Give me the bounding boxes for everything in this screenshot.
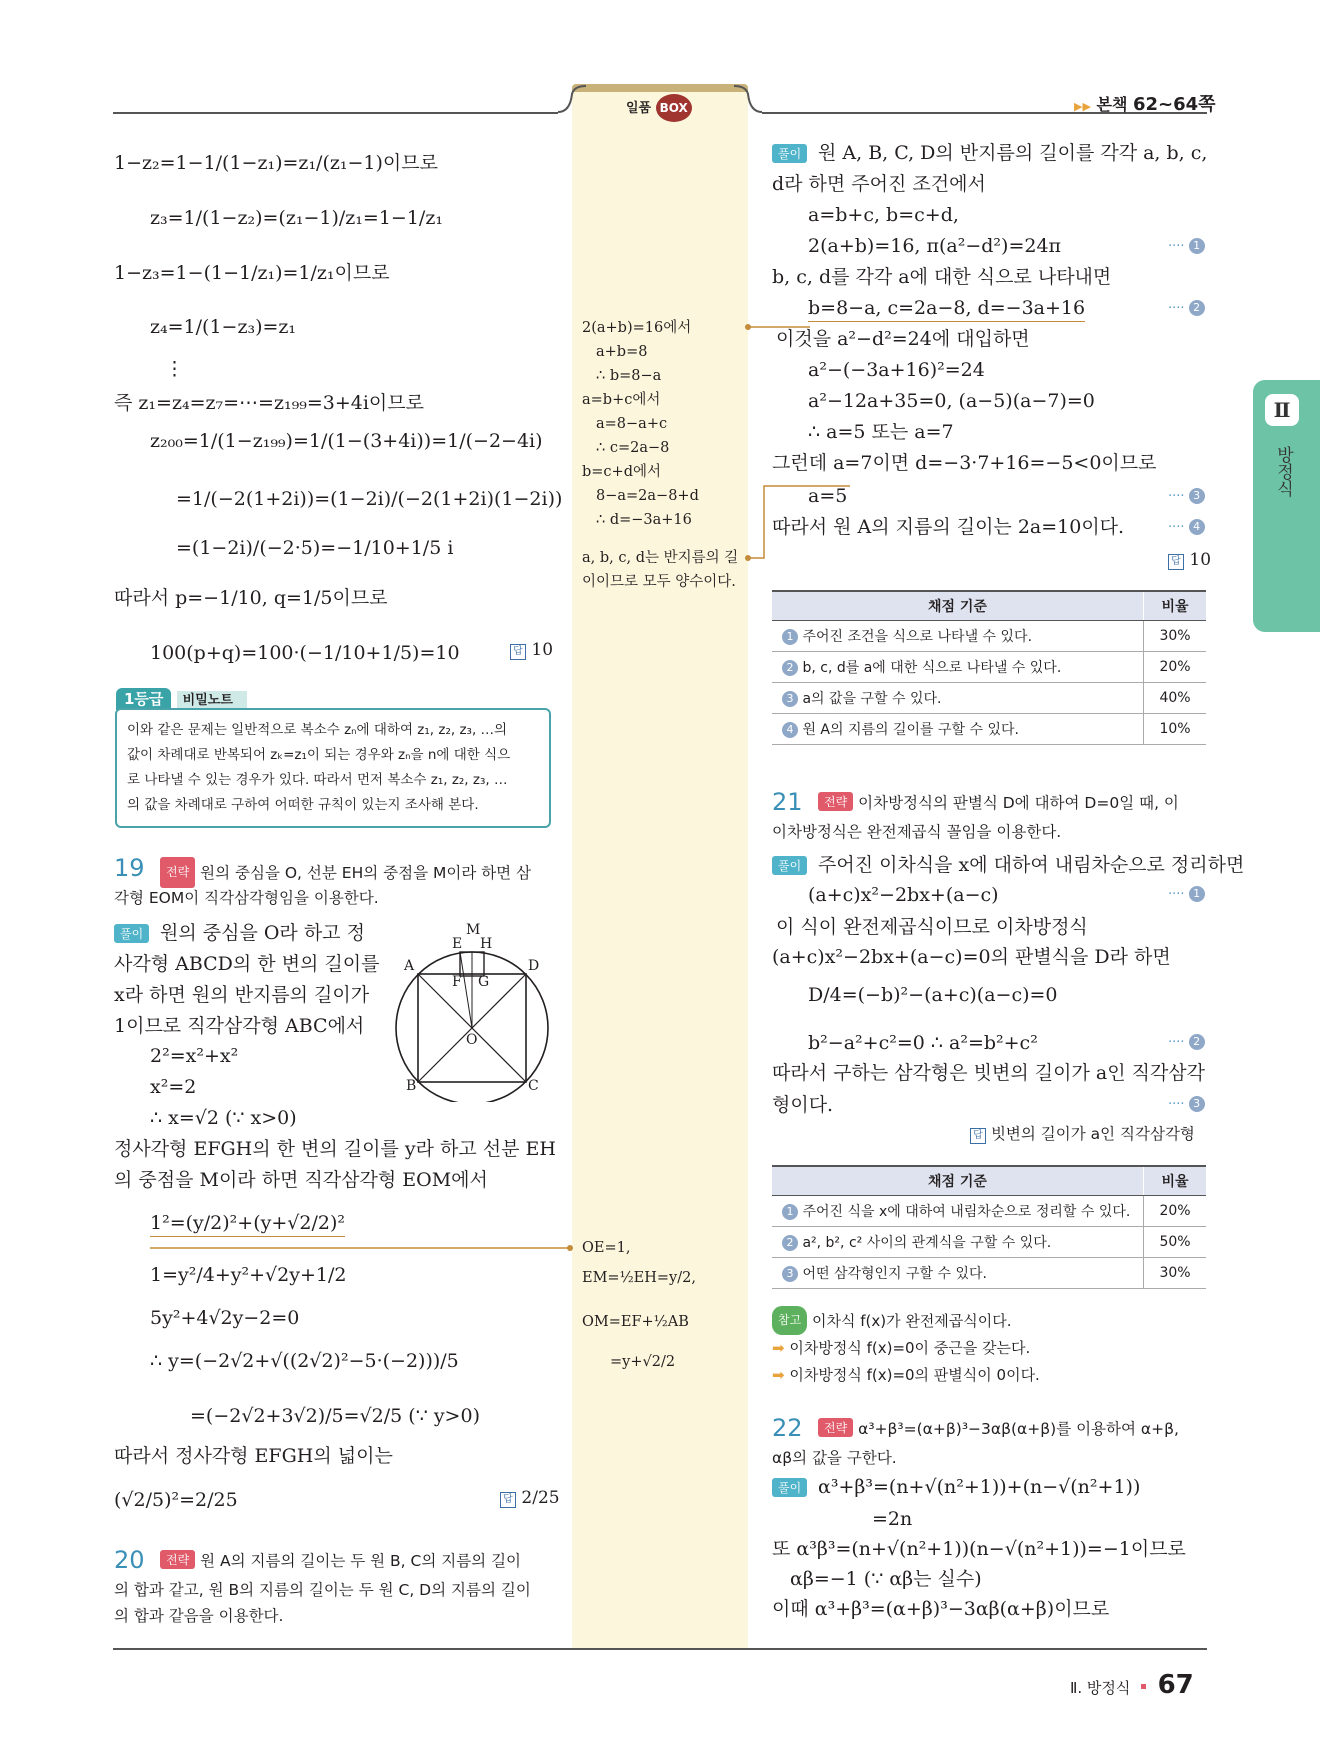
math-line: a=b+c, b=c+d, — [808, 204, 959, 226]
answer-icon: 답 — [1168, 554, 1184, 570]
math-line: 이것을 a²−d²=24에 대입하면 — [776, 328, 1030, 350]
p22-strategy-line-1: α³+β³=(α+β)³−3αβ(α+β)를 이용하여 α+β, — [858, 1420, 1179, 1438]
answer-18 — [510, 640, 553, 660]
reference-block — [772, 1306, 1040, 1389]
svg-text:G: G — [478, 974, 490, 990]
circled-number-icon: 3 — [782, 691, 798, 707]
grade-ratio: 10% — [1144, 714, 1207, 745]
answer-19 — [500, 1488, 560, 1508]
p19-strategy-line-1: 원의 중심을 O, 선분 EH의 중점을 M이라 하면 삼 — [200, 864, 532, 882]
math-line: 1−z₂=1−1/(1−z₁)=z₁/(z₁−1)이므로 — [114, 152, 438, 174]
middle-note-line: ∴ b=8−a — [596, 368, 662, 384]
middle-note-line: OE=1, — [582, 1240, 631, 1256]
svg-text:B: B — [406, 1078, 417, 1094]
middle-note-line: a=8−a+c — [596, 416, 668, 432]
svg-text:F: F — [452, 974, 462, 990]
middle-note-line: ∴ c=2a−8 — [596, 440, 670, 456]
page-reference — [1074, 90, 1216, 116]
grade-row — [772, 714, 1206, 745]
math-line: =2n — [872, 1508, 913, 1530]
note-line: 의 값을 차례대로 구하여 어떠한 규칙이 있는지 조사해 본다. — [127, 797, 479, 813]
problem-19-number: 19 — [114, 854, 145, 882]
problem-22-number: 22 — [772, 1414, 803, 1442]
solution-tag: 풀이 — [114, 924, 149, 943]
math-line: ∴ a=5 또는 a=7 — [808, 421, 954, 443]
note-line: 값이 차례대로 반복되어 zₖ=z₁이 되는 경우와 zₙ을 n에 대한 식으 — [127, 747, 511, 763]
grade-header-ratio: 비율 — [1144, 1166, 1207, 1196]
problem-22-strategy — [818, 1417, 1179, 1439]
math-line: 주어진 이차식을 x에 대하여 내림차순으로 정리하면 — [818, 854, 1245, 876]
box-label — [626, 94, 692, 122]
math-line: 1이므로 직각삼각형 ABC에서 — [114, 1015, 365, 1037]
circled-number-icon: 2 — [782, 1235, 798, 1251]
answer-20-value: 10 — [1189, 550, 1212, 570]
middle-note-line: ∴ d=−3a+16 — [596, 512, 692, 528]
grade-criteria — [772, 1258, 1144, 1289]
middle-note-line: b=c+d에서 — [582, 464, 661, 480]
reference-line-3: 이차방정식 f(x)=0의 판별식이 0이다. — [789, 1366, 1040, 1384]
math-line: 2²=x²+x² — [150, 1045, 239, 1067]
math-line: b, c, d를 각각 a에 대한 식으로 나타내면 — [772, 266, 1112, 288]
math-line: 형이다. — [772, 1094, 834, 1116]
problem-21-number: 21 — [772, 788, 803, 816]
math-line: (√2/5)²=2/25 — [114, 1489, 238, 1511]
circled-number-icon: 3 — [782, 1266, 798, 1282]
circled-number-icon: 1 — [782, 1204, 798, 1220]
footer — [1070, 1670, 1194, 1700]
math-line: z₄=1/(1−z₃)=z₁ — [150, 316, 297, 338]
note-badge-grade: 1등급 — [116, 688, 171, 710]
middle-connector-lines — [740, 300, 860, 1270]
box-badge: BOX — [656, 94, 692, 122]
criteria-marker-1: ···· 1 — [1168, 886, 1205, 902]
circled-number-icon: 1 — [1189, 238, 1205, 254]
circled-number-icon: 2 — [782, 660, 798, 676]
answer-21 — [970, 1122, 1195, 1144]
math-line: 따라서 원 A의 지름의 길이는 2a=10이다. — [772, 516, 1125, 538]
grade-row — [772, 1227, 1206, 1258]
svg-text:E: E — [452, 936, 463, 952]
p20-strategy-line-2: 의 합과 같고, 원 B의 지름의 길이는 두 원 C, D의 지름의 길이 — [114, 1581, 531, 1599]
math-line: a=5 — [808, 485, 848, 507]
p21-strategy-line-1: 이차방정식의 판별식 D에 대하여 D=0일 때, 이 — [858, 794, 1179, 812]
math-line: αβ=−1 (∵ αβ는 실수) — [790, 1568, 982, 1590]
p22-strategy-line-2: αβ의 값을 구한다. — [772, 1449, 897, 1467]
grade-criteria — [772, 1196, 1144, 1227]
math-line: x라 하면 원의 반지름의 길이가 — [114, 984, 370, 1006]
math-line: 1−z₃=1−(1−1/z₁)=1/z₁이므로 — [114, 262, 390, 284]
answer-icon: 답 — [500, 1492, 516, 1508]
side-tab-numeral: Ⅱ — [1265, 394, 1299, 426]
p20-strategy-line-3: 의 합과 같음을 이용한다. — [114, 1607, 284, 1625]
math-line: 따라서 정사각형 EFGH의 넓이는 — [114, 1445, 393, 1467]
grade-header-ratio: 비율 — [1144, 591, 1207, 621]
math-line: 의 중점을 M이라 하면 직각삼각형 EOM에서 — [114, 1169, 488, 1191]
math-line: z₂₀₀=1/(1−z₁₉₉)=1/(1−(3+4i))=1/(−2−4i) — [150, 430, 543, 452]
middle-note-line: 2(a+b)=16에서 — [582, 320, 692, 336]
math-line: z₃=1/(1−z₂)=(z₁−1)/z₁=1−1/z₁ — [150, 207, 443, 229]
circled-number-icon: 4 — [782, 722, 798, 738]
strategy-tag: 전략 — [818, 1418, 853, 1437]
reference-tag: 참고 — [772, 1306, 807, 1335]
middle-note-line: 이이므로 모두 양수이다. — [582, 574, 736, 590]
footer-page-number: 67 — [1157, 1670, 1194, 1700]
p19-strategy-line-2: 각형 EOM이 직각삼각형임을 이용한다. — [114, 889, 379, 907]
math-line: α³+β³=(n+√(n²+1))+(n−√(n²+1)) — [818, 1476, 1141, 1498]
grade-row — [772, 1196, 1206, 1227]
math-line: ∴ y=(−2√2+√((2√2)²−5·(−2)))/5 — [150, 1350, 459, 1372]
math-line: d라 하면 주어진 조건에서 — [772, 173, 986, 195]
side-tab-label: 방정식 — [1273, 446, 1293, 497]
problem-19-strategy — [160, 857, 531, 888]
footer-dot — [1141, 1684, 1146, 1689]
math-line: 원의 중심을 O라 하고 정 — [160, 922, 365, 944]
svg-text:D: D — [528, 958, 540, 974]
grade-row — [772, 652, 1206, 683]
math-line: 이 식이 완전제곱식이므로 이차방정식 — [776, 916, 1088, 938]
arrow-icon: ➡ — [772, 1366, 785, 1384]
grade-criteria-text: a의 값을 구할 수 있다. — [802, 691, 942, 707]
grade-criteria-text: 주어진 조건을 식으로 나타낼 수 있다. — [802, 629, 1033, 645]
circled-number-icon: 3 — [1189, 488, 1205, 504]
grade-criteria — [772, 621, 1144, 652]
circled-number-icon: 1 — [1189, 886, 1205, 902]
middle-note-line: a, b, c, d는 반지름의 길 — [582, 550, 739, 566]
solution-tag: 풀이 — [772, 1478, 807, 1497]
math-line: ⋮ — [165, 358, 184, 380]
math-line: =(1−2i)/(−2·5)=−1/10+1/5 i — [176, 537, 454, 559]
grade-header-criteria: 채점 기준 — [772, 1166, 1144, 1196]
math-line: 따라서 구하는 삼각형은 빗변의 길이가 a인 직각삼각 — [772, 1062, 1205, 1084]
grade-criteria-text: 원 A의 지름의 길이를 구할 수 있다. — [802, 722, 1019, 738]
math-line: 원 A, B, C, D의 반지름의 길이를 각각 a, b, c, — [818, 142, 1208, 164]
answer-21-value: 빗변의 길이가 a인 직각삼각형 — [990, 1125, 1195, 1143]
middle-note-line: =y+√2/2 — [610, 1354, 676, 1370]
p20-strategy-line-1: 원 A의 지름의 길이는 두 원 B, C의 지름의 길이 — [200, 1552, 522, 1570]
grade-criteria — [772, 1227, 1144, 1258]
note-line: 이와 같은 문제는 일반적으로 복소수 zₙ에 대하여 z₁, z₂, z₃, …의 — [127, 722, 508, 738]
note-line: 로 나타낼 수 있는 경우가 있다. 따라서 먼저 복소수 z₁, z₂, z₃, … — [127, 772, 508, 788]
note-badge — [116, 688, 247, 709]
grade-row — [772, 683, 1206, 714]
circled-number-icon: 1 — [782, 629, 798, 645]
criteria-marker-3: ···· 3 — [1168, 488, 1205, 504]
math-line: D/4=(−b)²−(a+c)(a−c)=0 — [808, 984, 1058, 1006]
grade-ratio: 50% — [1144, 1227, 1207, 1258]
math-line: 즉 z₁=z₄=z₇=⋯=z₁₉₉=3+4i이므로 — [114, 392, 424, 414]
criteria-marker-1: ···· 1 — [1168, 238, 1205, 254]
grade-criteria-text: 어떤 삼각형인지 구할 수 있다. — [802, 1266, 987, 1282]
header-rule-left — [113, 112, 558, 114]
grade-criteria-text: a², b², c² 사이의 관계식을 구할 수 있다. — [802, 1235, 1052, 1251]
math-line: a²−(−3a+16)²=24 — [808, 359, 985, 381]
math-line: 이때 α³+β³=(α+β)³−3αβ(α+β)이므로 — [772, 1598, 1110, 1620]
svg-text:M: M — [466, 922, 481, 938]
math-line: (a+c)x²−2bx+(a−c) — [808, 884, 999, 906]
grade-row — [772, 621, 1206, 652]
middle-note-line: 8−a=2a−8+d — [596, 488, 699, 504]
note-box — [115, 708, 551, 828]
criteria-marker-2: ···· 2 — [1168, 300, 1205, 316]
middle-note-line: a=b+c에서 — [582, 392, 661, 408]
solution-tag: 풀이 — [772, 144, 807, 163]
math-line: a²−12a+35=0, (a−5)(a−7)=0 — [808, 390, 1095, 412]
grade-criteria — [772, 714, 1144, 745]
solution-tag: 풀이 — [772, 856, 807, 875]
grading-table-20 — [772, 590, 1206, 745]
svg-text:A: A — [404, 958, 415, 974]
math-line: (a+c)x²−2bx+(a−c)=0의 판별식을 D라 하면 — [772, 946, 1171, 968]
math-line: 5y²+4√2y−2=0 — [150, 1307, 300, 1329]
math-line: =(−2√2+3√2)/5=√2/5 (∵ y>0) — [190, 1405, 480, 1427]
math-line: =1/(−2(1+2i))=(1−2i)/(−2(1+2i)(1−2i)) — [176, 488, 563, 510]
middle-note-line: EM=½EH=y/2, — [582, 1270, 696, 1286]
math-line: 정사각형 EFGH의 한 변의 길이를 y라 하고 선분 EH — [114, 1138, 556, 1160]
box-label-left: 일품 — [626, 101, 652, 116]
math-line: 사각형 ABCD의 한 변의 길이를 — [114, 953, 380, 975]
math-line: b²−a²+c²=0 ∴ a²=b²+c² — [808, 1032, 1038, 1054]
answer-18-value: 10 — [531, 640, 554, 660]
math-line: ∴ x=√2 (∵ x>0) — [150, 1107, 297, 1129]
answer-icon: 답 — [510, 644, 526, 660]
grade-row — [772, 1258, 1206, 1289]
reference-line-2: 이차방정식 f(x)=0이 중근을 갖는다. — [789, 1339, 1031, 1357]
answer-20 — [1168, 550, 1211, 570]
side-tab — [1253, 380, 1320, 632]
middle-note-line: a+b=8 — [596, 344, 648, 360]
math-line: x²=2 — [150, 1076, 197, 1098]
grade-criteria-text: b, c, d를 a에 대한 식으로 나타낼 수 있다. — [802, 660, 1062, 676]
answer-icon: 답 — [970, 1128, 986, 1144]
strategy-tag: 전략 — [160, 857, 195, 888]
grade-ratio: 30% — [1144, 1258, 1207, 1289]
math-line: 100(p+q)=100·(−1/10+1/5)=10 — [150, 642, 460, 664]
grade-ratio: 40% — [1144, 683, 1207, 714]
math-line: 또 α³β³=(n+√(n²+1))(n−√(n²+1))=−1이므로 — [772, 1538, 1186, 1560]
math-line: 1²=(y/2)²+(y+√2/2)² — [150, 1210, 345, 1237]
grade-ratio: 20% — [1144, 1196, 1207, 1227]
grading-table-21 — [772, 1165, 1206, 1289]
footer-rule — [113, 1648, 1207, 1650]
criteria-marker-2: ···· 2 — [1168, 1034, 1205, 1050]
math-line: 따라서 p=−1/10, q=1/5이므로 — [114, 587, 388, 609]
grade-criteria — [772, 683, 1144, 714]
math-line: 그런데 a=7이면 d=−3·7+16=−5<0이므로 — [772, 452, 1157, 474]
strategy-tag: 전략 — [160, 1550, 195, 1569]
grade-header-criteria: 채점 기준 — [772, 591, 1144, 621]
circled-number-icon: 4 — [1189, 519, 1205, 535]
p21-strategy-line-2: 이차방정식은 완전제곱식 꼴임을 이용한다. — [772, 823, 1062, 841]
criteria-marker-3: ···· 3 — [1168, 1096, 1205, 1112]
grade-criteria — [772, 652, 1144, 683]
strategy-tag: 전략 — [818, 792, 853, 811]
page-ref-range: 62~64쪽 — [1133, 94, 1216, 115]
criteria-marker-4: ···· 4 — [1168, 519, 1205, 535]
middle-connector-lines-2 — [150, 1238, 580, 1258]
grade-criteria-text: 주어진 식을 x에 대하여 내림차순으로 정리할 수 있다. — [802, 1204, 1131, 1220]
page-ref-prefix: 본책 — [1096, 95, 1128, 114]
circled-number-icon: 3 — [1189, 1096, 1205, 1112]
problem-20-strategy — [160, 1549, 521, 1571]
circled-number-icon: 2 — [1189, 1034, 1205, 1050]
math-line: 1=y²/4+y²+√2y+1/2 — [150, 1264, 347, 1286]
svg-text:C: C — [528, 1078, 539, 1094]
play-icon: ▶▶ — [1074, 100, 1091, 113]
grade-ratio: 20% — [1144, 652, 1207, 683]
grade-ratio: 30% — [1144, 621, 1207, 652]
problem-21-strategy — [818, 791, 1179, 813]
middle-note-line: OM=EF+½AB — [582, 1314, 689, 1330]
answer-19-value: 2/25 — [521, 1488, 560, 1508]
problem-20-number: 20 — [114, 1546, 145, 1574]
svg-text:O: O — [466, 1032, 478, 1048]
footer-chapter: Ⅱ. 방정식 — [1070, 1679, 1131, 1697]
math-line: b=8−a, c=2a−8, d=−3a+16 — [808, 295, 1085, 322]
math-line: 2(a+b)=16, π(a²−d²)=24π — [808, 235, 1062, 257]
svg-text:H: H — [480, 936, 493, 952]
note-text — [117, 710, 549, 826]
problem-19-figure — [390, 912, 560, 1102]
arrow-icon: ➡ — [772, 1339, 785, 1357]
circled-number-icon: 2 — [1189, 300, 1205, 316]
reference-line-1: 이차식 f(x)가 완전제곱식이다. — [811, 1312, 1012, 1330]
note-badge-title: 비밀노트 — [177, 691, 247, 710]
